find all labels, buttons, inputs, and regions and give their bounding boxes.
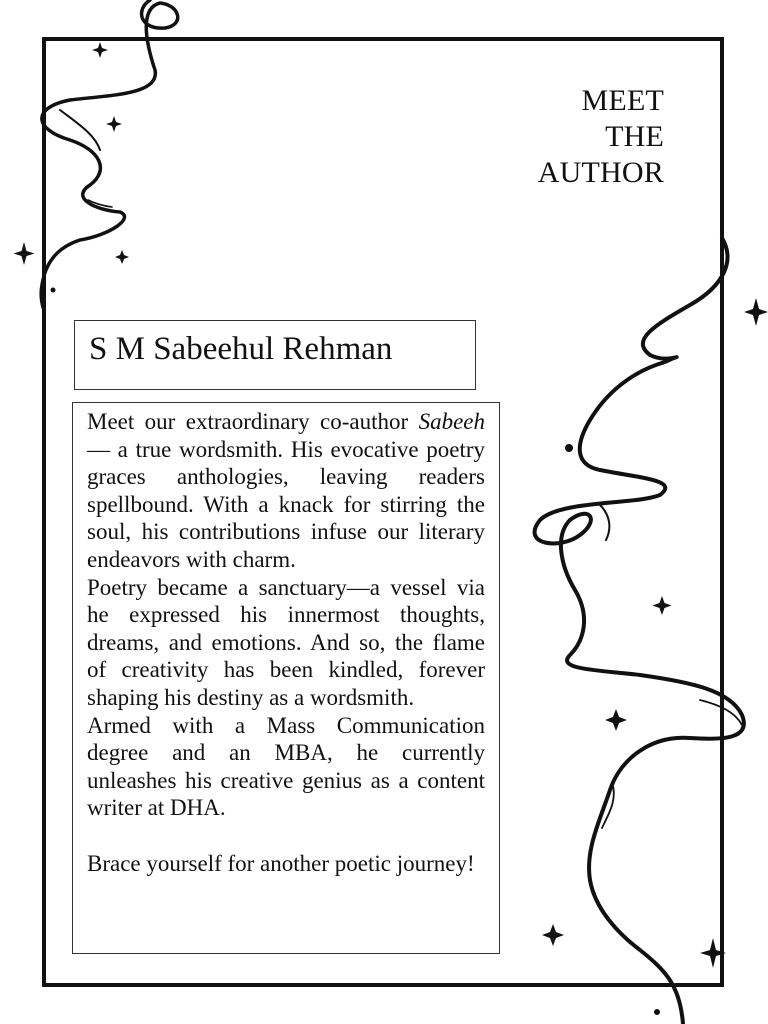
author-name: S M Sabeehul Rehman	[89, 331, 393, 367]
sparkle-star-icon	[14, 242, 35, 265]
bio-paragraph-2: Poetry became a sanctuary—a vessel via he expressed his innermost thoughts, dreams, and emotions. And so, the flame of creativity has been kindled, forever shaping his destiny as a wordsmith.	[87, 574, 485, 710]
author-bio-box	[72, 402, 500, 954]
page-title	[538, 83, 664, 191]
title-line-the: THE	[605, 120, 664, 153]
author-bio	[87, 408, 485, 877]
bio-p1-name: Sabeeh	[418, 409, 485, 434]
sparkle-star-icon	[744, 298, 768, 326]
bio-paragraph-1	[87, 408, 485, 574]
bio-p1-rest: — a true wordsmith. His evocative poetry graces anthologies, leaving readers spellbound. With a knack for stirring the soul, his contributions infuse our literary endeavors with charm.	[87, 436, 485, 572]
bio-paragraph-3: Armed with a Mass Communication degree and an MBA, he currently unleashes his creative genius as a content writer at DHA.	[87, 712, 485, 821]
bio-paragraph-4: Brace yourself for another poetic journey!	[87, 850, 475, 876]
title-line-author: AUTHOR	[537, 156, 664, 189]
author-name-box	[74, 320, 476, 390]
paragraph-spacer	[87, 822, 485, 850]
bio-p1-lead: Meet our extraordinary co-author	[87, 409, 409, 434]
title-line-meet: MEET	[581, 84, 664, 117]
